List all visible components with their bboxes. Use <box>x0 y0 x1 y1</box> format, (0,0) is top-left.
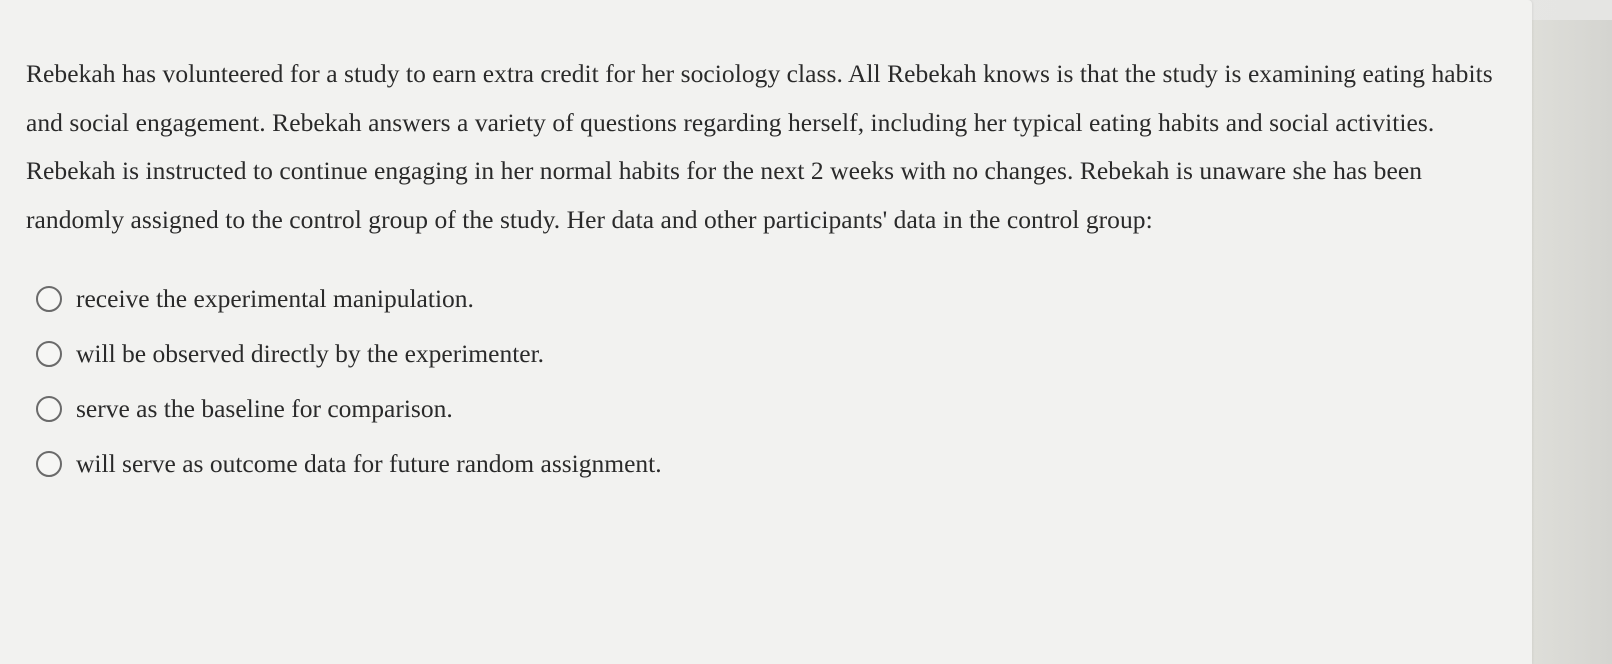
answer-option-1[interactable] <box>36 282 1236 316</box>
page-edge <box>1531 20 1612 664</box>
answer-option-label[interactable]: receive the experimental manipulation. <box>76 284 474 313</box>
answer-option-4[interactable] <box>36 447 1236 481</box>
answer-option-label[interactable]: will serve as outcome data for future random assignment. <box>76 449 662 478</box>
radio-button-icon[interactable] <box>36 451 62 477</box>
answer-option-label[interactable]: serve as the baseline for comparison. <box>76 394 453 423</box>
question-prompt: Rebekah has volunteered for a study to earn extra credit for her sociology class. All Rebekah knows is that the study is examining eating habits and social engagement. Rebekah answers a variety of questions regarding herself, including her typical eating habits and social activities. Rebekah is instructed to continue engaging in her normal habits for the next 2 weeks with no changes. Rebekah is unaware she has been randomly assigned to the control group of the study. Her data and other participants' data in the control group: <box>26 59 1493 234</box>
radio-button-icon[interactable] <box>36 396 62 422</box>
answer-choices <box>36 282 1236 502</box>
answer-option-2[interactable] <box>36 337 1236 371</box>
answer-option-3[interactable] <box>36 392 1236 426</box>
answer-option-label[interactable]: will be observed directly by the experimenter. <box>76 339 545 368</box>
radio-button-icon[interactable] <box>36 341 62 367</box>
radio-button-icon[interactable] <box>36 286 62 312</box>
